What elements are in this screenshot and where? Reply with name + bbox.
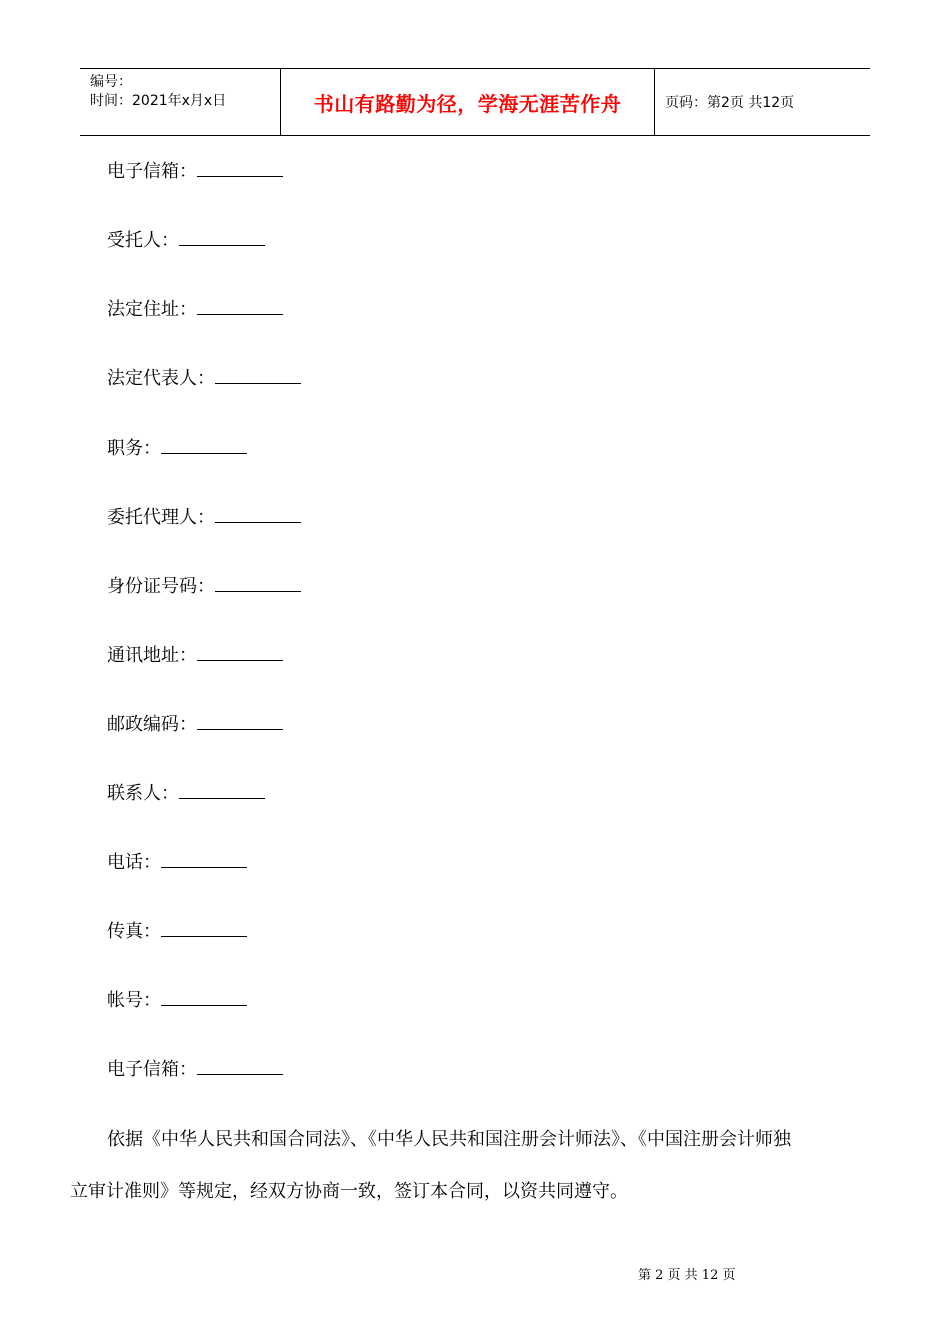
field-legal-address (107, 298, 283, 322)
field-label: 邮政编码： (107, 714, 197, 735)
field-trustee (107, 229, 265, 253)
field-account (107, 989, 247, 1013)
field-blank[interactable] (179, 782, 265, 799)
page-footer: 第 2 页 共 12 页 (638, 1268, 736, 1283)
field-contact-person (107, 782, 265, 806)
field-blank[interactable] (215, 506, 301, 523)
field-blank[interactable] (161, 437, 247, 454)
field-agent (107, 506, 301, 530)
field-blank[interactable] (161, 989, 247, 1006)
field-blank[interactable] (197, 644, 283, 661)
header-page-info: 页码：第2页 共12页 (665, 95, 795, 111)
field-blank[interactable] (161, 920, 247, 937)
field-label: 通讯地址： (107, 645, 197, 666)
field-label: 电话： (107, 852, 161, 873)
field-mailing-address (107, 644, 283, 668)
field-label: 电子信箱： (107, 161, 197, 182)
field-legal-representative (107, 367, 301, 391)
field-blank[interactable] (197, 1058, 283, 1075)
body-paragraph-line-1: 依据《中华人民共和国合同法》、《中华人民共和国注册会计师法》、《中国注册会计师独 (107, 1129, 791, 1150)
field-postal-code (107, 713, 283, 737)
field-phone (107, 851, 247, 875)
field-blank[interactable] (197, 713, 283, 730)
body-paragraph-line-2: 立审计准则》等规定，经双方协商一致，签订本合同，以资共同遵守。 (70, 1181, 628, 1202)
field-blank[interactable] (215, 575, 301, 592)
document-date-label: 时间：2021年x月x日 (90, 93, 227, 109)
field-label: 受托人： (107, 230, 179, 251)
field-label: 传真： (107, 921, 161, 942)
header-motto-cell (281, 69, 655, 135)
page-header (80, 68, 870, 136)
field-label: 联系人： (107, 783, 179, 804)
field-label: 身份证号码： (107, 576, 215, 597)
field-blank[interactable] (161, 851, 247, 868)
field-email-1 (107, 160, 283, 184)
header-page-info-cell (655, 69, 870, 135)
field-label: 职务： (107, 438, 161, 459)
field-label: 电子信箱： (107, 1059, 197, 1080)
field-email-2 (107, 1058, 283, 1082)
field-blank[interactable] (179, 229, 265, 246)
field-id-number (107, 575, 301, 599)
field-blank[interactable] (197, 298, 283, 315)
header-meta (80, 69, 281, 135)
field-blank[interactable] (197, 160, 283, 177)
field-label: 法定代表人： (107, 368, 215, 389)
document-number-label: 编号： (90, 74, 132, 90)
field-position (107, 437, 247, 461)
field-label: 法定住址： (107, 299, 197, 320)
field-fax (107, 920, 247, 944)
header-motto: 书山有路勤为径，学海无涯苦作舟 (313, 91, 622, 116)
field-label: 委托代理人： (107, 507, 215, 528)
field-blank[interactable] (215, 367, 301, 384)
field-label: 帐号： (107, 990, 161, 1011)
